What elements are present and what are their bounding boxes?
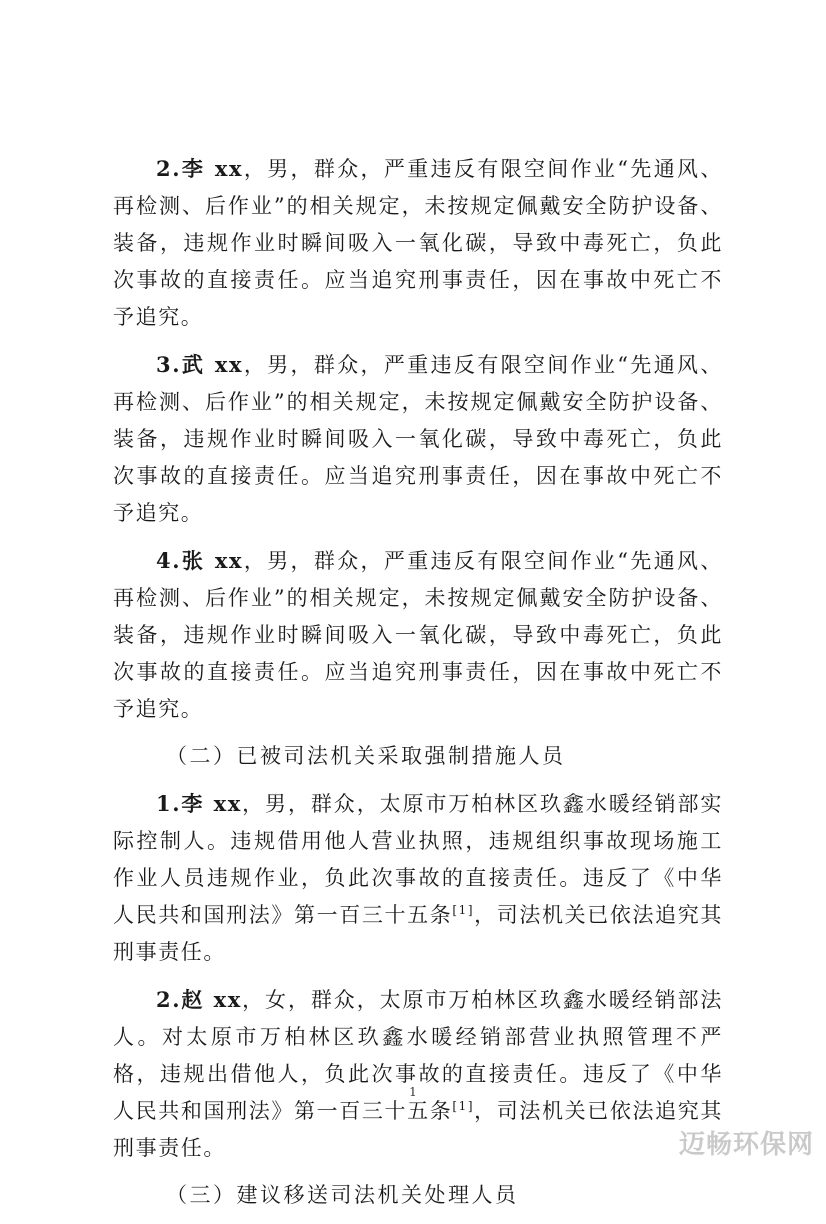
paragraph-text: ，女，群众，太原市万柏林区玖鑫水暖经销部法人。对太原市万柏林区玖鑫水暖经销部营业执照管理不严格，违规出借他人，负此次事故的直接责任。违反了《中华人民共和国刑法》第一百三十五条 bbox=[113, 988, 724, 1123]
document-body bbox=[113, 150, 723, 1224]
footnote-ref: [1] bbox=[452, 1099, 475, 1113]
person-name: 3.武 xx bbox=[156, 352, 244, 377]
paragraph-person-4 bbox=[113, 542, 723, 728]
page-number: 1 bbox=[409, 1085, 417, 1099]
person-name: 2.赵 xx bbox=[156, 987, 242, 1012]
paragraph-person-3 bbox=[113, 346, 723, 532]
person-name: 4.张 xx bbox=[156, 548, 244, 573]
paragraph-text: ，男，群众，严重违反有限空间作业“先通风、再检测、后作业”的相关规定，未按规定佩戴安全防护设备、装备，违规作业时瞬间吸入一氧化碳，导致中毒死亡，负此次事故的直接责任。应当追究刑事责任，因在事故中死亡不予追究。 bbox=[113, 549, 724, 721]
paragraph-coerced-1 bbox=[113, 785, 723, 971]
paragraph-text-end: ，司法机关已依法追究其刑事责任。 bbox=[113, 903, 723, 964]
paragraph-text-end: ，司法机关已依法追究其刑事责任。 bbox=[113, 1099, 723, 1160]
paragraph-text: ，男，群众，太原市万柏林区玖鑫水暖经销部实际控制人。违规借用他人营业执照，违规组织事故现场施工作业人员违规作业，负此次事故的直接责任。违反了《中华人民共和国刑法》第一百三十五条 bbox=[113, 792, 724, 927]
person-name: 1.李 xx bbox=[156, 791, 242, 816]
section-heading-3: （三）建议移送司法机关处理人员 bbox=[166, 1183, 519, 1207]
person-name: 2.李 xx bbox=[156, 156, 244, 181]
section-heading-2: （二）已被司法机关采取强制措施人员 bbox=[166, 744, 566, 768]
site-watermark: 迈畅环保网 bbox=[678, 1130, 814, 1160]
paragraph-text: ，男，群众，严重违反有限空间作业“先通风、再检测、后作业”的相关规定，未按规定佩戴安全防护设备、装备，违规作业时瞬间吸入一氧化碳，导致中毒死亡，负此次事故的直接责任。应当追究刑事责任，因在事故中死亡不予追究。 bbox=[113, 157, 724, 329]
paragraph-person-2 bbox=[113, 150, 723, 336]
footnote-ref: [1] bbox=[452, 903, 475, 917]
paragraph-text: ，男，群众，严重违反有限空间作业“先通风、再检测、后作业”的相关规定，未按规定佩戴安全防护设备、装备，违规作业时瞬间吸入一氧化碳，导致中毒死亡，负此次事故的直接责任。应当追究刑事责任，因在事故中死亡不予追究。 bbox=[113, 353, 724, 525]
paragraph-coerced-2 bbox=[113, 981, 723, 1167]
